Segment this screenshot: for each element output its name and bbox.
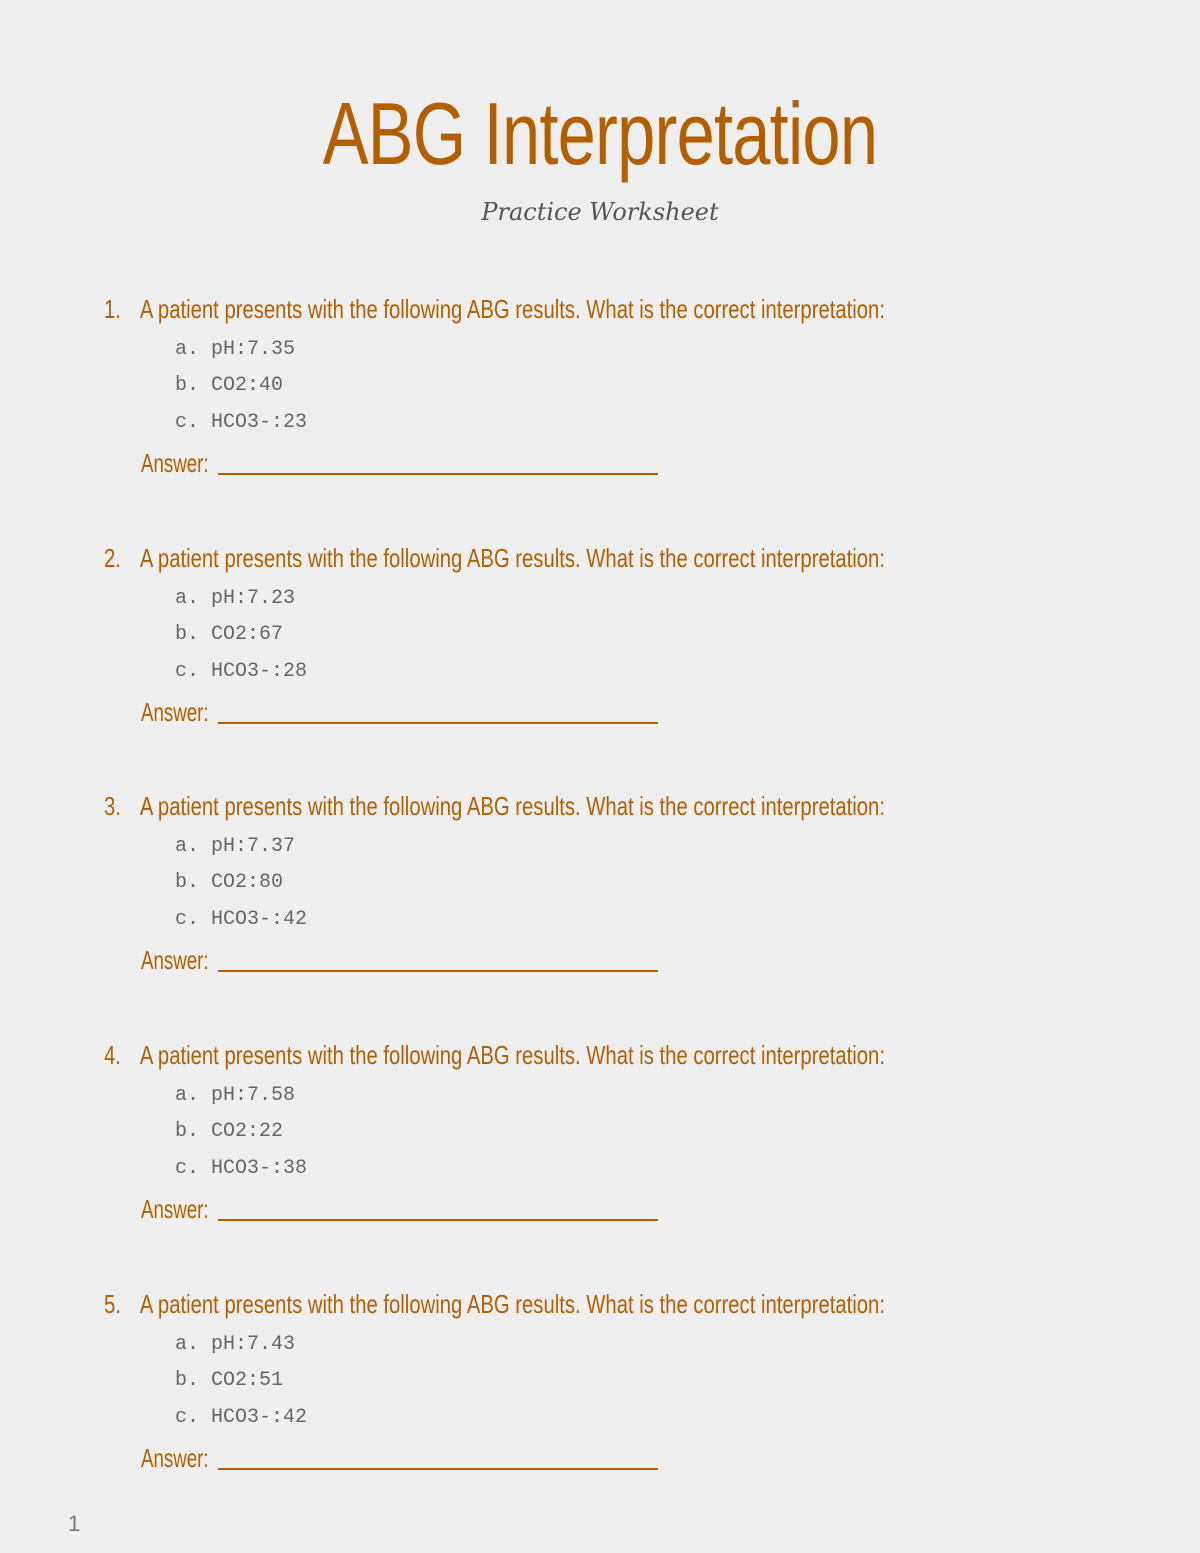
answer-blank[interactable] [218, 1468, 658, 1470]
question-prompt: A patient presents with the following ABG results. What is the correct interpretation: [139, 1040, 885, 1070]
question-2 [0, 541, 1200, 761]
item-letter: a. [175, 1333, 200, 1356]
abg-value-hco3 [175, 1155, 307, 1183]
item-letter: c. [175, 908, 200, 931]
item-letter: b. [175, 374, 200, 397]
item-text: pH:7.23 [211, 587, 296, 610]
question-4 [0, 1038, 1200, 1258]
item-text: pH:7.35 [211, 338, 296, 361]
item-letter: a. [175, 835, 200, 858]
abg-value-ph [175, 585, 295, 613]
abg-value-hco3 [175, 409, 307, 437]
abg-value-ph [175, 336, 295, 364]
item-letter: a. [175, 587, 200, 610]
abg-value-co2 [175, 1367, 283, 1395]
answer-label: Answer: [141, 1194, 209, 1224]
question-3 [0, 789, 1200, 1009]
item-letter: b. [175, 1369, 200, 1392]
answer-label: Answer: [141, 448, 209, 478]
abg-value-hco3 [175, 1404, 307, 1432]
answer-label: Answer: [141, 945, 209, 975]
abg-value-co2 [175, 1118, 283, 1146]
question-prompt: A patient presents with the following ABG results. What is the correct interpretation: [139, 294, 885, 324]
item-letter: b. [175, 623, 200, 646]
question-prompt-line [104, 1287, 885, 1321]
item-text: CO2:22 [211, 1120, 284, 1143]
item-text: CO2:40 [211, 374, 284, 397]
abg-value-ph [175, 833, 295, 861]
item-letter: c. [175, 660, 200, 683]
question-prompt-line [104, 292, 885, 326]
answer-label: Answer: [141, 697, 209, 727]
abg-value-hco3 [175, 906, 307, 934]
item-text: HCO3-:23 [211, 411, 308, 434]
item-text: CO2:80 [211, 871, 284, 894]
item-letter: a. [175, 338, 200, 361]
item-letter: c. [175, 411, 200, 434]
question-number: 1. [104, 294, 121, 324]
item-text: HCO3-:38 [211, 1157, 308, 1180]
question-number: 5. [104, 1289, 121, 1319]
item-text: HCO3-:42 [211, 908, 308, 931]
answer-blank[interactable] [218, 1219, 658, 1221]
item-text: HCO3-:28 [211, 660, 308, 683]
item-text: CO2:51 [211, 1369, 284, 1392]
question-number: 4. [104, 1040, 121, 1070]
item-text: HCO3-:42 [211, 1406, 308, 1429]
abg-value-hco3 [175, 658, 307, 686]
page-subtitle: Practice Worksheet [481, 198, 719, 226]
question-prompt: A patient presents with the following ABG results. What is the correct interpretation: [139, 1289, 885, 1319]
item-letter: c. [175, 1406, 200, 1429]
question-number: 2. [104, 543, 121, 573]
answer-label: Answer: [141, 1443, 209, 1473]
answer-blank[interactable] [218, 722, 658, 724]
answer-row [141, 1442, 215, 1474]
item-text: CO2:67 [211, 623, 284, 646]
question-prompt: A patient presents with the following ABG results. What is the correct interpretation: [139, 543, 885, 573]
item-letter: b. [175, 1120, 200, 1143]
answer-blank[interactable] [218, 970, 658, 972]
answer-row [141, 447, 215, 479]
answer-row [141, 944, 215, 976]
question-1 [0, 292, 1200, 512]
item-letter: c. [175, 1157, 200, 1180]
abg-value-ph [175, 1331, 295, 1359]
page-title: ABG Interpretation [322, 84, 878, 183]
answer-row [141, 1193, 215, 1225]
question-number: 3. [104, 791, 121, 821]
item-letter: b. [175, 871, 200, 894]
item-letter: a. [175, 1084, 200, 1107]
item-text: pH:7.43 [211, 1333, 296, 1356]
item-text: pH:7.58 [211, 1084, 296, 1107]
question-prompt-line [104, 1038, 885, 1072]
item-text: pH:7.37 [211, 835, 296, 858]
abg-value-co2 [175, 621, 283, 649]
question-prompt-line [104, 541, 885, 575]
page-number: 1 [68, 1511, 81, 1536]
abg-value-ph [175, 1082, 295, 1110]
answer-blank[interactable] [218, 473, 658, 475]
abg-value-co2 [175, 372, 283, 400]
question-5 [0, 1287, 1200, 1507]
question-prompt: A patient presents with the following ABG results. What is the correct interpretation: [139, 791, 885, 821]
question-prompt-line [104, 789, 885, 823]
answer-row [141, 696, 215, 728]
abg-value-co2 [175, 869, 283, 897]
